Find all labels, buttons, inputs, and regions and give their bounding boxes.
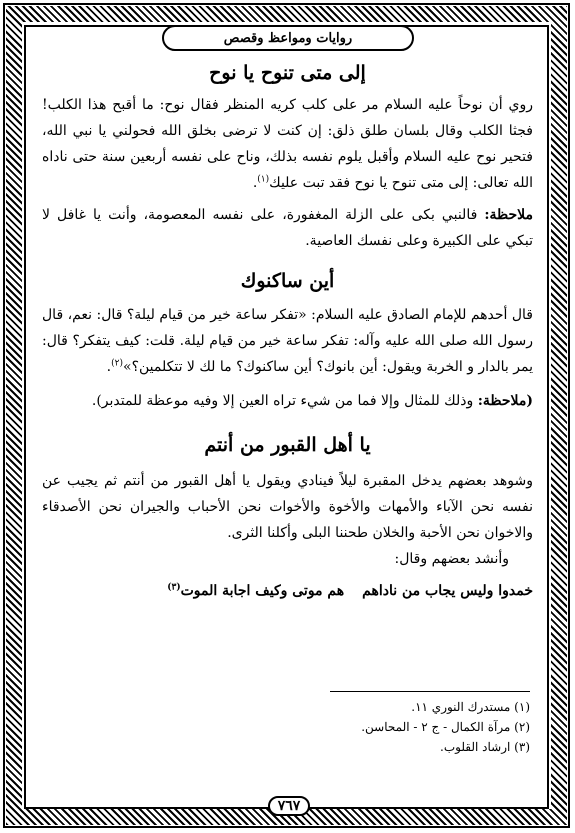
section-3 bbox=[42, 432, 533, 604]
page-body bbox=[42, 60, 533, 604]
footnote-ref: (٣) bbox=[167, 582, 181, 593]
note-text: فالنبي بكى على الزلة المغفورة، على نفسه المعصومة، وأنت يا غافل لا تبكي على الكبيرة وعلى نفسك العاصية. bbox=[42, 207, 533, 249]
note-label: ملاحظة: bbox=[484, 207, 534, 223]
section-1 bbox=[42, 60, 533, 254]
running-header bbox=[162, 25, 414, 51]
note-label: (ملاحظة: bbox=[477, 393, 533, 409]
section-heading: يا أهل القبور من أنتم bbox=[204, 434, 371, 456]
section-note bbox=[42, 202, 533, 254]
section-paragraph: وأنشد بعضهم وقال: bbox=[394, 551, 509, 567]
page-number: ٧٦٧ bbox=[268, 796, 310, 816]
footnote-item: (٣) ارشاد القلوب. bbox=[440, 740, 530, 754]
verse-first-hemistich: خمدوا وليس يجاب من ناداهم bbox=[362, 583, 533, 599]
footnote-item: (٢) مرآة الكمال - ج ٢ - المحاسن. bbox=[361, 720, 530, 734]
footnote-item: (١) مستدرك النوري ١١. bbox=[411, 700, 530, 714]
section-paragraph: قال أحدهم للإمام الصادق عليه السلام: «تفكر ساعة خير من قيام ليلة؟ قال: نعم، قال رسول الله صلى الله عليه وآله: تفكر ساعة خير من قيام ليلة. قلت: كيف يتفكر؟ قال: يمر بالدار و الخربة ويقول: أين بانوك؟ أين ساكنوك؟ ما لك لا تتكلمين؟»$^{(٢)}$. bbox=[42, 307, 533, 375]
footnote-ref: (٢) bbox=[111, 358, 123, 369]
section-paragraph: روي أن نوحاً عليه السلام مر على كلب كريه المنظر فقال نوح: ما أقبح هذا الكلب! فجثا الكلب وقال بلسان طلق ذلق: إن كنت لا ترضى بخلق الله فحولني يا نبي الله، فتحير نوح عليه السلام وأقبل يلوم نفسه بذلك، وناح على نفسه أربعين سنة حتى ناداه الله تعالى: إلى متى تنوح يا نوح فقد تبت عليك$^{(١)}$. bbox=[42, 97, 533, 191]
running-header-title: روايات ومواعظ وقصص bbox=[223, 30, 353, 46]
section-2 bbox=[42, 268, 533, 414]
section-heading: إلى متى تنوح يا نوح bbox=[209, 62, 366, 84]
footnote-divider bbox=[330, 691, 530, 692]
note-text: وذلك للمثال وإلا فما من شيء تراه العين إلا وفيه موعظة للمتدبر). bbox=[91, 393, 474, 409]
footnote-ref: (١) bbox=[257, 174, 270, 185]
section-paragraph: وشوهد بعضهم يدخل المقبرة ليلاً فينادي ويقول يا أهل القبور من أنتم ثم يجيب عن نفسه نحن الآباء والأمهات والأخوة والأخوات نحن الأحباب والجيران نحن الأصدقاء والاخوان نحن الأحبة والخلان طحننا البلى وأكلنا الثرى. bbox=[42, 473, 533, 541]
poem-verse bbox=[42, 578, 533, 604]
section-note bbox=[42, 388, 533, 414]
footnotes bbox=[200, 697, 530, 757]
verse-second-hemistich: هم موتى وكيف اجابة الموت$^{(٣)}$ bbox=[167, 582, 345, 599]
section-heading: أين ساكنوك bbox=[240, 270, 335, 292]
